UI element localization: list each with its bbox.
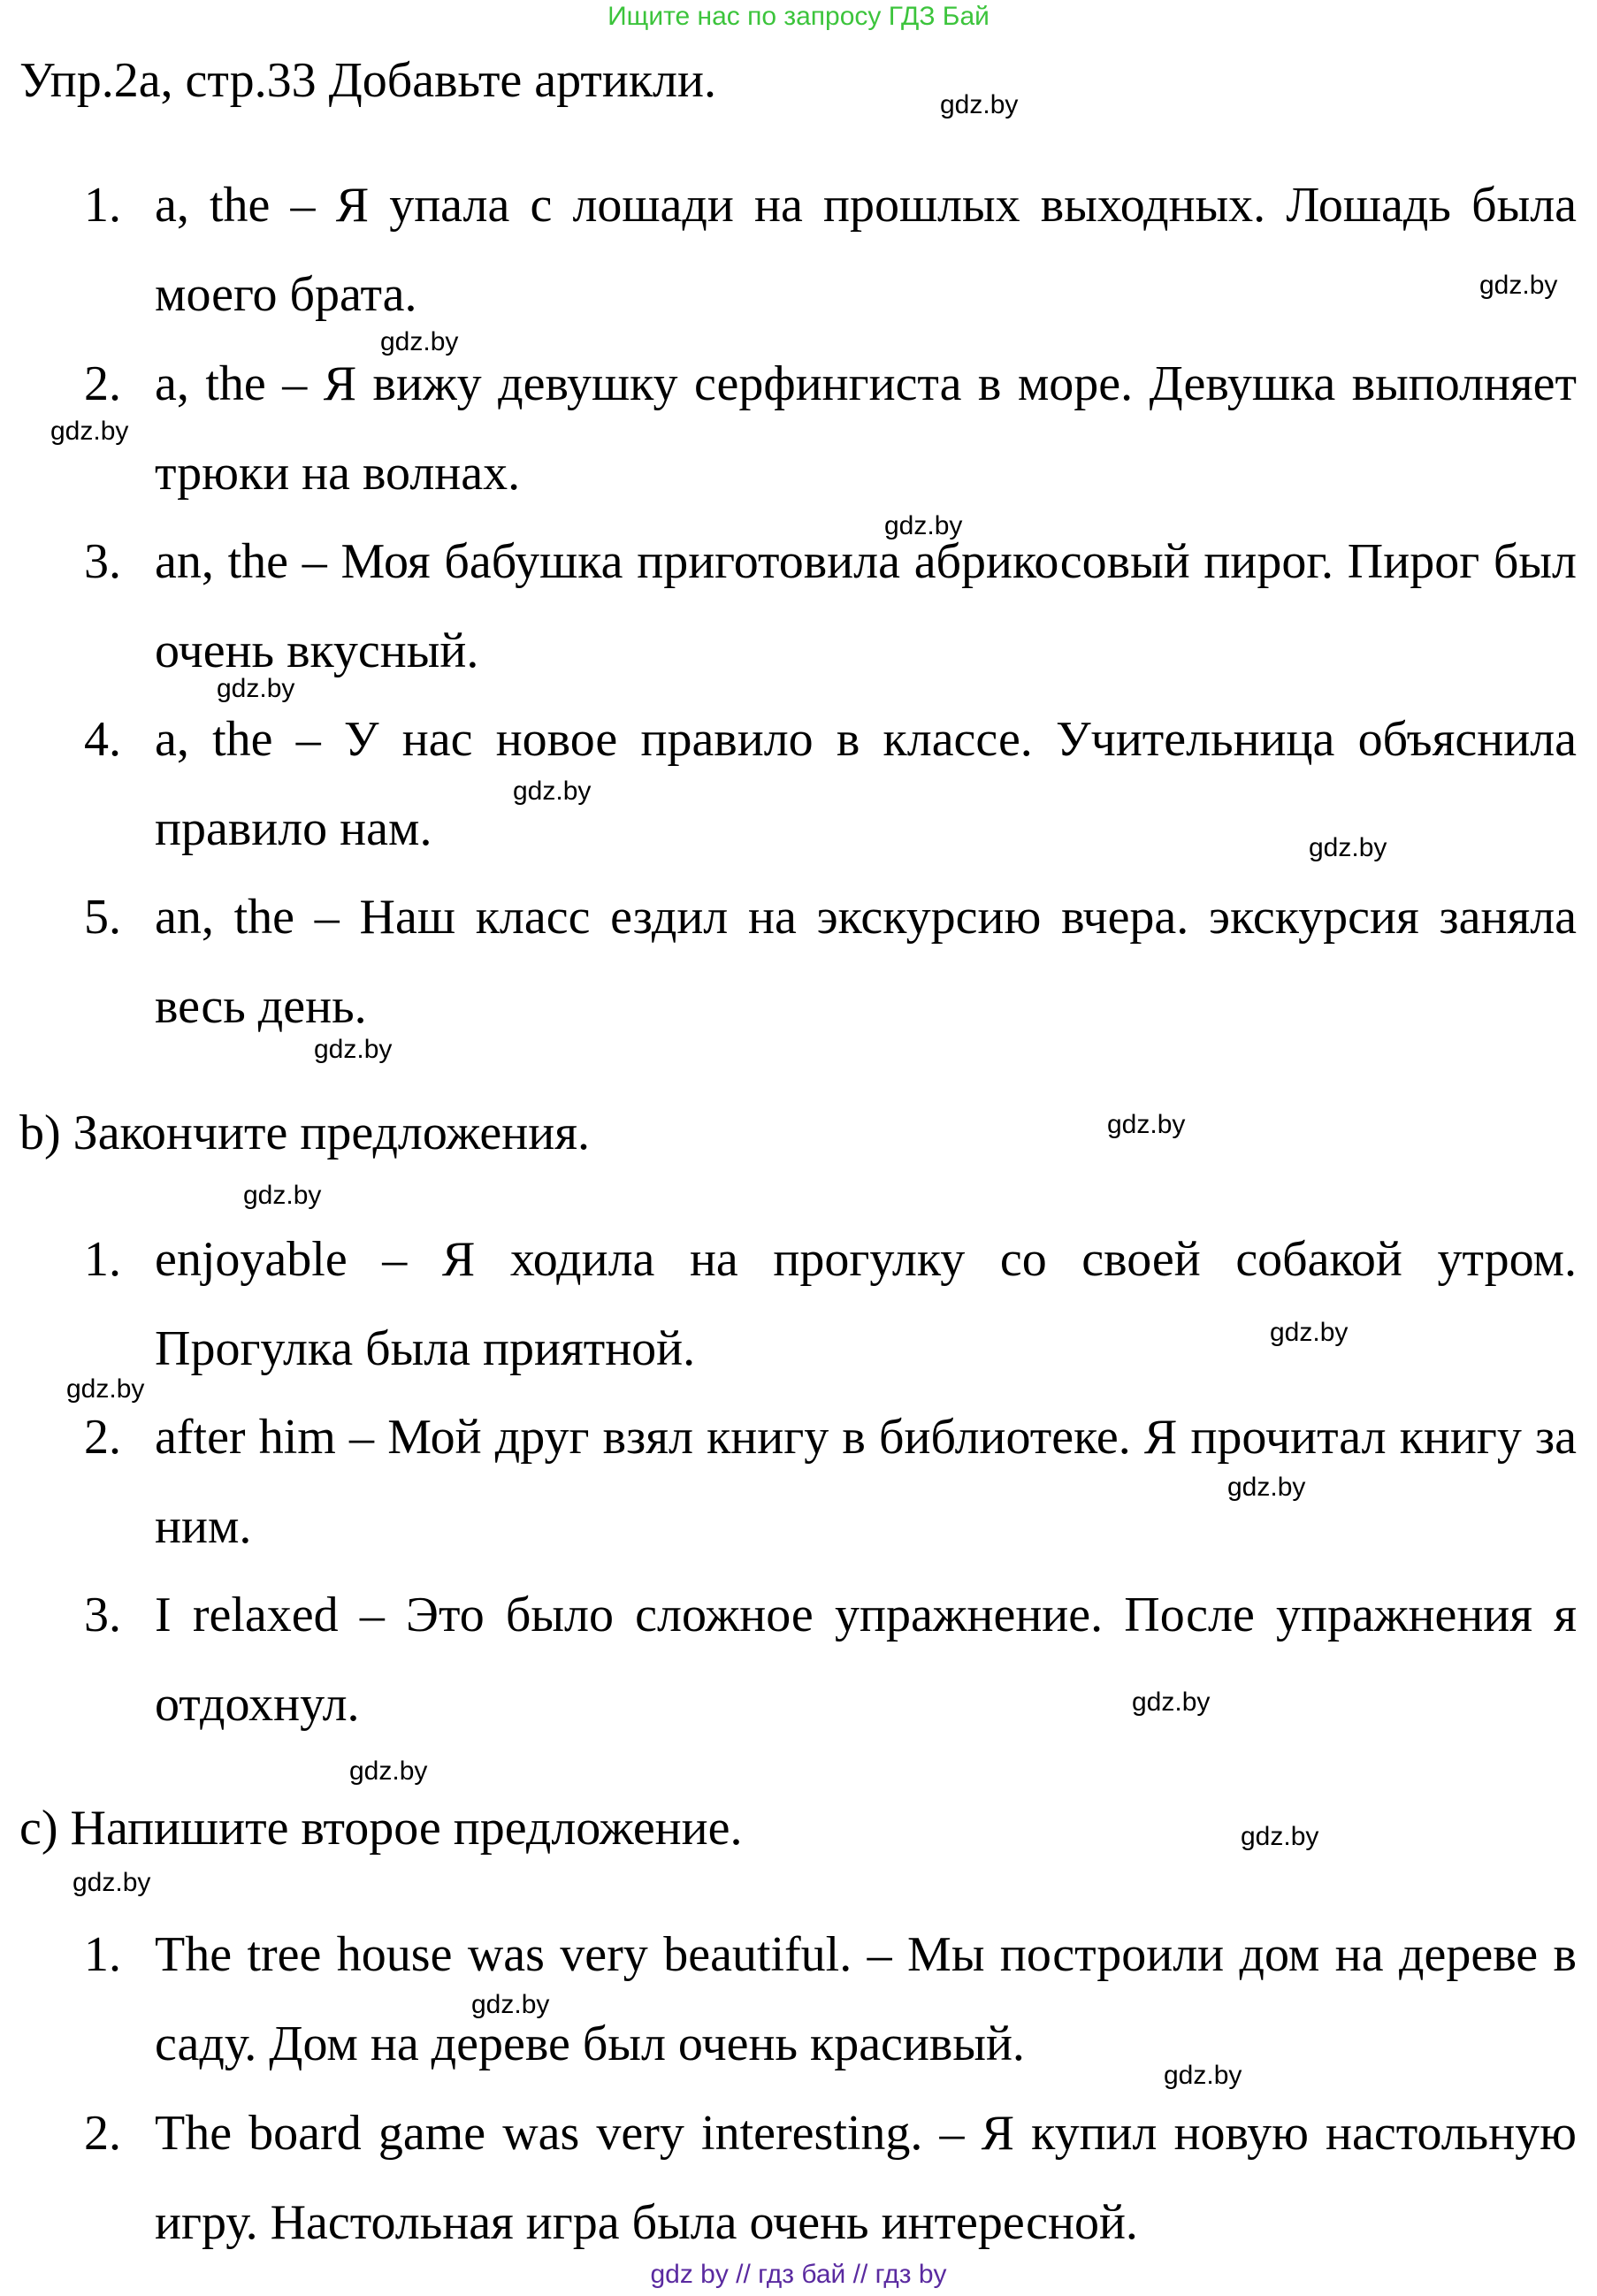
item-text: I relaxed – Это было сложное упражнение. После упражнения я отдохнул. [155,1588,1577,1732]
watermark: gdz.by [1107,1110,1186,1139]
item-number: 1. [84,1232,121,1287]
item-number: 4. [84,712,121,767]
watermark: gdz.by [50,417,129,446]
watermark: gdz.by [1309,833,1387,862]
item-text: an, the – Наш класс ездил на экскурсию вчера. экскурсия заняла весь день. [155,890,1577,1034]
bottom-banner: gdz by // гдз бай // гдз by [650,2260,947,2289]
item-text: enjoyable – Я ходила на прогулку со своей собакой утром. Прогулка была приятной. [155,1232,1577,1376]
item-number: 5. [84,890,121,945]
watermark: gdz.by [217,674,295,703]
watermark: gdz.by [1479,271,1558,300]
watermark: gdz.by [513,777,592,806]
page-title: Упр.2а, стр.33 Добавьте артикли. [19,53,716,108]
section-b-heading: b) Закончите предложения. [19,1106,590,1160]
item-number: 1. [84,1927,121,1982]
watermark: gdz.by [471,1990,550,2019]
item-text: a, the – У нас новое правило в классе. Учительница объяснила правило нам. [155,712,1577,856]
item-number: 1. [84,178,121,233]
watermark: gdz.by [380,327,459,356]
item-text: The tree house was very beautiful. – Мы построили дом на дереве в саду. Дом на дереве был очень красивый. [155,1927,1577,2071]
top-banner: Ищите нас по запросу ГДЗ Бай [607,2,990,31]
watermark: gdz.by [1270,1318,1349,1347]
watermark: gdz.by [314,1035,393,1064]
item-number: 2. [84,356,121,411]
watermark: gdz.by [73,1868,151,1897]
watermark: gdz.by [884,511,963,540]
watermark: gdz.by [349,1756,428,1786]
section-c-heading: c) Напишите второе предложение. [19,1801,743,1856]
item-text: The board game was very interesting. – Я купил новую настольную игру. Настольная игра была очень интересной. [155,2106,1577,2250]
item-text: after him – Мой друг взял книгу в библиотеке. Я прочитал книгу за ним. [155,1410,1577,1554]
item-text: a, the – Я вижу девушку серфингиста в море. Девушка выполняет трюки на волнах. [155,356,1577,501]
watermark: gdz.by [1227,1473,1306,1502]
watermark: gdz.by [1132,1688,1211,1717]
watermark: gdz.by [1164,2061,1242,2090]
watermark: gdz.by [243,1181,322,1210]
item-number: 2. [84,1410,121,1465]
item-text: a, the – Я упала с лошади на прошлых выходных. Лошадь была моего брата. [155,178,1577,322]
item-number: 3. [84,534,121,589]
watermark: gdz.by [66,1374,145,1404]
item-number: 2. [84,2106,121,2161]
watermark: gdz.by [940,90,1019,119]
watermark: gdz.by [1241,1822,1319,1851]
item-text: an, the – Моя бабушка приготовила абрикосовый пирог. Пирог был очень вкусный. [155,534,1577,678]
item-number: 3. [84,1588,121,1642]
